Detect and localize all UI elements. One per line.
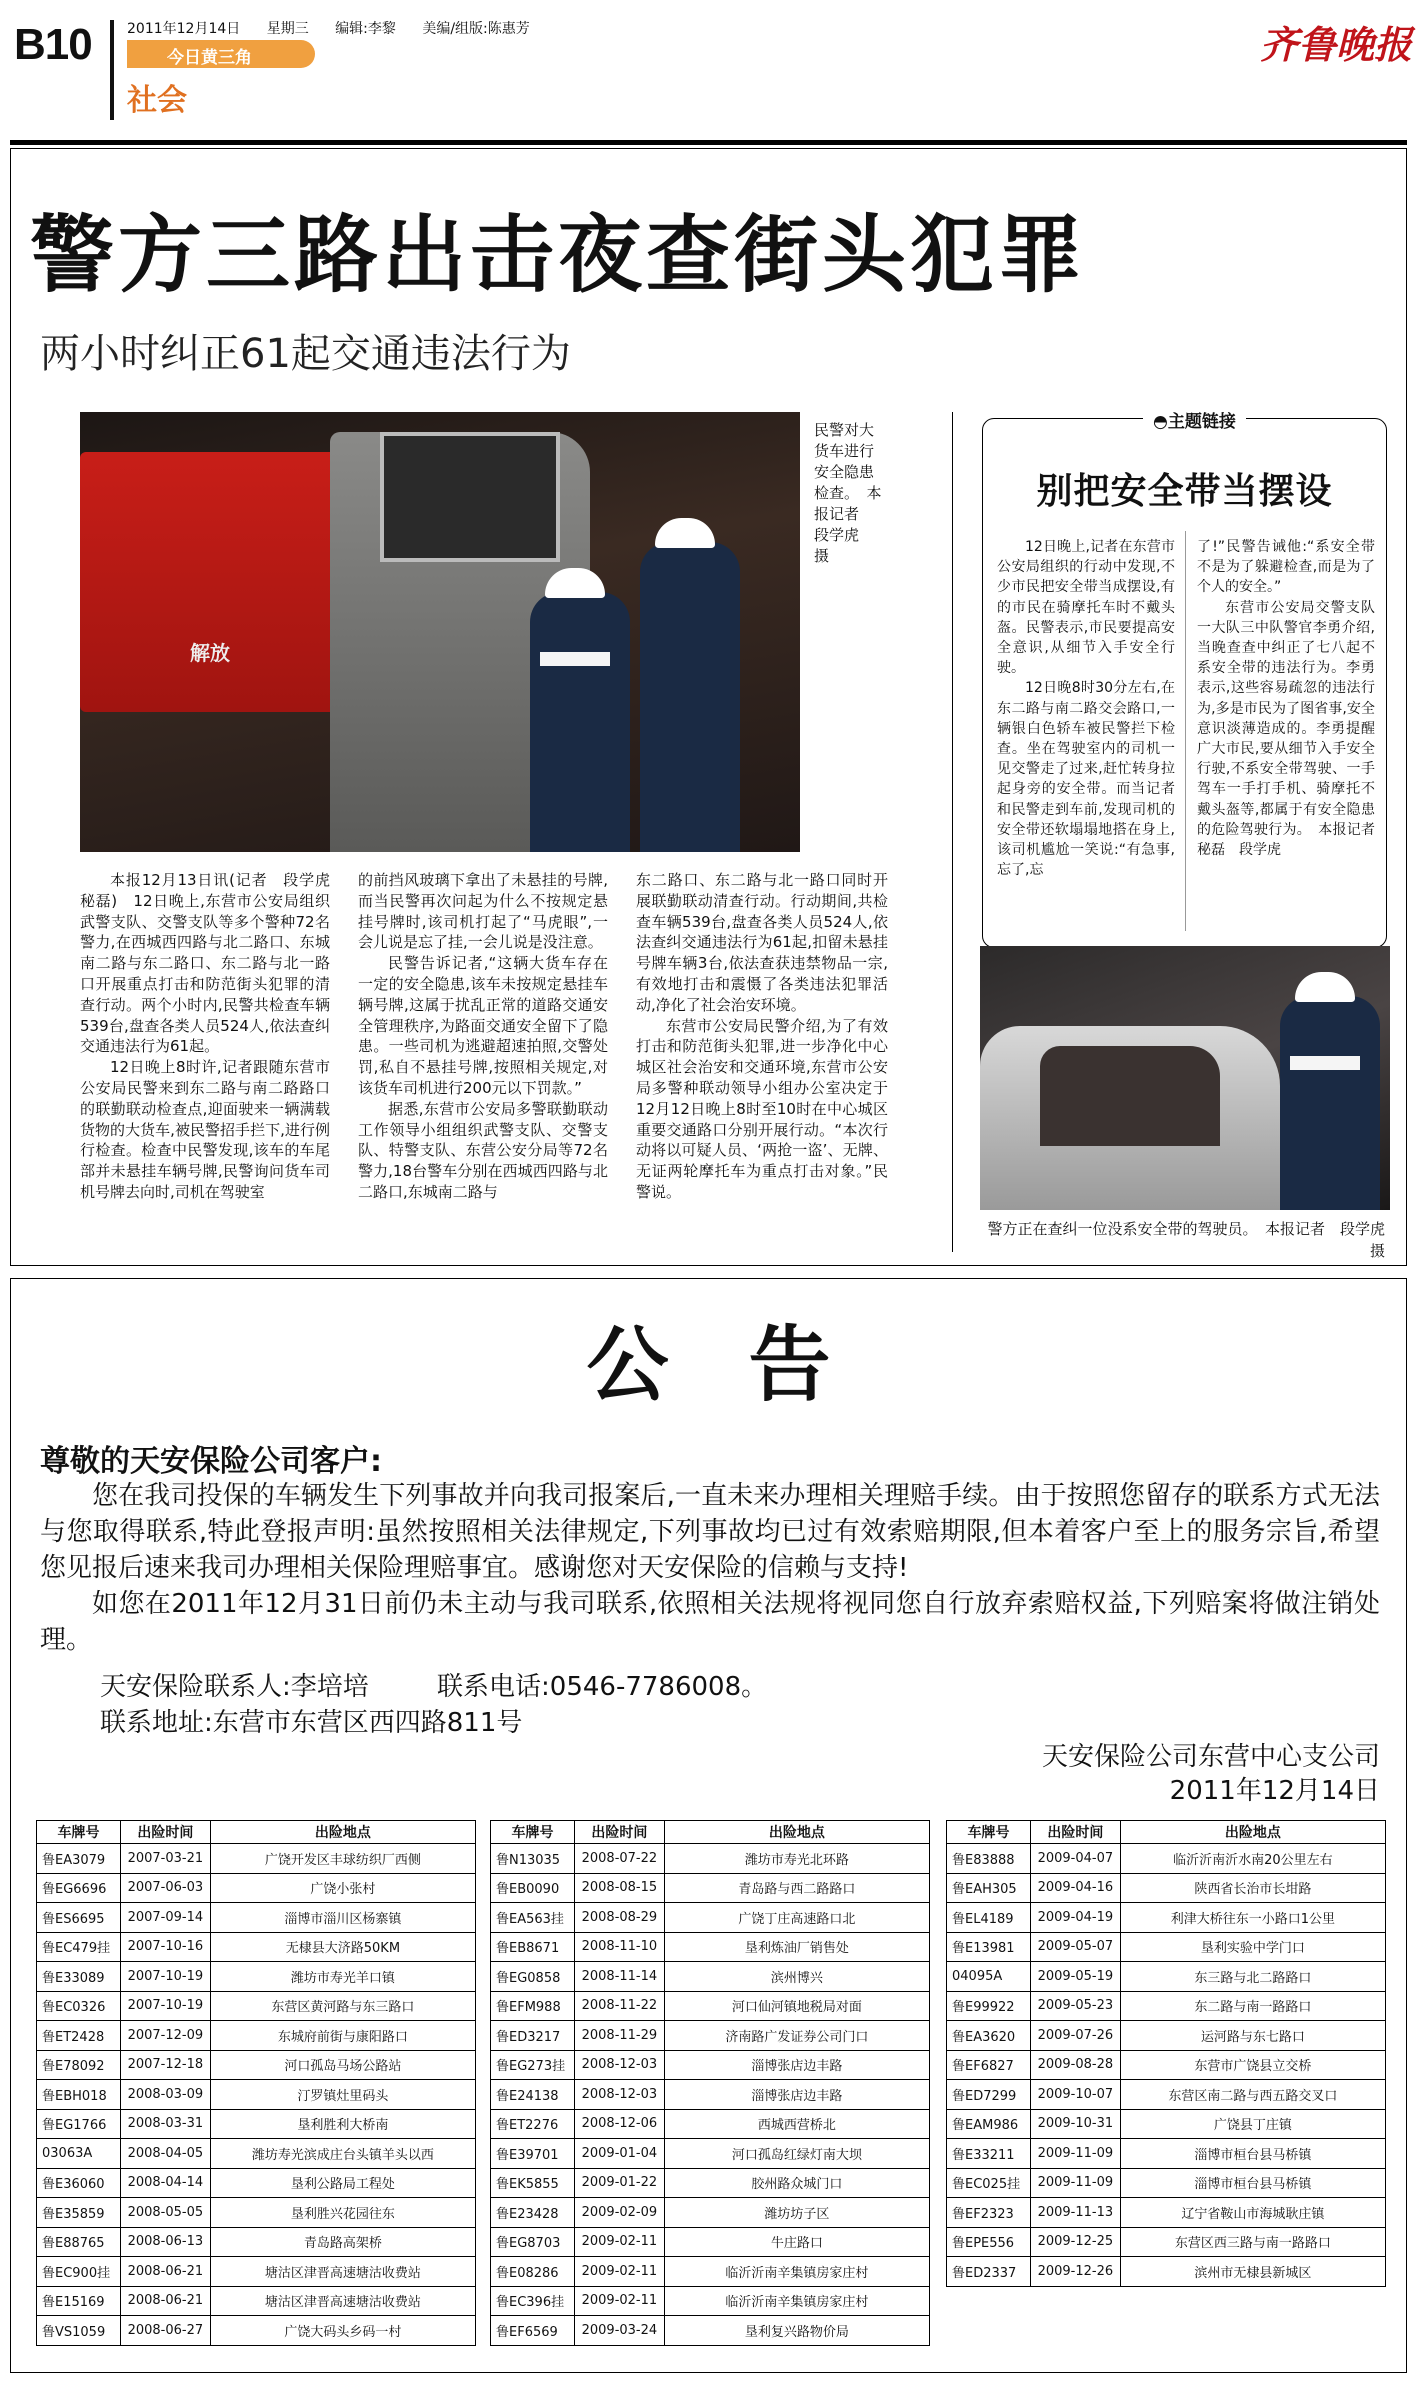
plate-cell: 鲁EK5855	[491, 2168, 575, 2198]
date-cell: 2007-10-19	[120, 1991, 210, 2021]
paragraph: 12日晚上,记者在东营市公安局组织的行动中发现,不少市民把安全带当成摆设,有的市民在骑摩托车时不戴头盔。民警表示,市民要提高安全意识,从细节入手安全行驶。	[997, 539, 1175, 677]
location-cell: 塘沽区津晋高速塘沽收费站	[210, 2257, 475, 2287]
paragraph: 东营市公安局交警支队一大队三中队警官李勇介绍,当晚查查中纠正了七八起不系安全带的违法行为。李勇表示,这些容易疏忽的违法行为,多是市民为了图省事,安全意识淡薄造成的。李勇提醒广大市民,要从细节入手安全行驶,不系安全带驾驶、一手驾车一手打手机、骑摩托不戴头盔等,都属于有安全隐患的危险驾驶行为。 本报记者 秘磊 段学虎	[1197, 599, 1389, 859]
location-cell: 利津大桥往东一小路口1公里	[1120, 1903, 1385, 1933]
contact-phone: 联系电话:0546-7786008。	[437, 1672, 768, 1702]
date-cell: 2009-11-09	[1030, 2139, 1120, 2169]
sidebar-divider	[1185, 531, 1186, 931]
date-cell: 2008-11-29	[574, 2021, 664, 2051]
officer-figure	[640, 542, 740, 852]
location-cell: 河口孤岛马场公路站	[210, 2050, 475, 2080]
date-cell: 2009-11-09	[1030, 2168, 1120, 2198]
date-cell: 2008-06-13	[120, 2227, 210, 2257]
plate-cell: 鲁EF6569	[491, 2316, 575, 2346]
location-cell: 广饶小张村	[210, 1873, 475, 1903]
column-header: 出险地点	[664, 1821, 929, 1844]
location-cell: 广饶开发区丰球纺织厂西侧	[210, 1844, 475, 1874]
date-cell: 2009-05-07	[1030, 1932, 1120, 1962]
date-cell: 2008-12-03	[574, 2080, 664, 2110]
table-row	[947, 1991, 1386, 2021]
article-column-3	[636, 870, 888, 1203]
location-cell: 垦利实验中学门口	[1120, 1932, 1385, 1962]
plate-cell: 鲁E83888	[947, 1844, 1031, 1874]
location-cell: 广饶大码头乡码一村	[210, 2316, 475, 2346]
table-row	[491, 1991, 930, 2021]
plate-cell: 鲁E36060	[37, 2168, 121, 2198]
plate-cell: 鲁EG273挂	[491, 2050, 575, 2080]
header-divider	[110, 20, 114, 120]
date-cell: 2007-12-18	[120, 2050, 210, 2080]
plate-cell: 鲁EF2323	[947, 2198, 1031, 2228]
contact-address: 联系地址:东营市东营区西四路811号	[100, 1708, 523, 1738]
plate-cell: 鲁EA3620	[947, 2021, 1031, 2051]
plate-cell: 鲁E39701	[491, 2139, 575, 2169]
plate-cell: 鲁EA3079	[37, 1844, 121, 1874]
plate-cell: 鲁ED7299	[947, 2080, 1031, 2110]
date-cell: 2009-01-04	[574, 2139, 664, 2169]
date-cell: 2008-11-14	[574, 1962, 664, 1992]
location-cell: 青岛路与西二路路口	[664, 1873, 929, 1903]
table-row	[947, 2227, 1386, 2257]
paragraph: 12日晚上8时许,记者跟随东营市公安局民警来到东二路与南二路路口的联勤联动检查点,迎面驶来一辆满载货物的大货车,被民警招手拦下,进行例行检查。检查中民警发现,该车的车尾部并未悬挂车辆号牌,民警询问货车司机号牌去向时,司机在驾驶室	[80, 1058, 330, 1201]
contact-line	[100, 1666, 767, 1703]
column-divider	[952, 412, 953, 1252]
paragraph: 的前挡风玻璃下拿出了未悬挂的号牌,而当民警再次问起为什么不按规定悬挂号牌时,该司机打起了“马虎眼”,一会儿说是忘了挂,一会儿说是没注意。	[358, 871, 608, 952]
plate-cell: 鲁N13035	[491, 1844, 575, 1874]
table-row	[37, 2198, 476, 2228]
location-cell: 胶州路众城门口	[664, 2168, 929, 2198]
truck-brand-text: 解放	[190, 641, 230, 665]
date-cell: 2008-12-03	[574, 2050, 664, 2080]
claims-table-1	[36, 1820, 476, 2346]
location-cell: 淄博市淄川区杨寨镇	[210, 1903, 475, 1933]
table-row	[37, 2257, 476, 2287]
date-cell: 2007-09-14	[120, 1903, 210, 1933]
location-cell: 东二路与南一路路口	[1120, 1991, 1385, 2021]
paragraph: 如您在2011年12月31日前仍未主动与我司联系,依照相关法规将视同您自行放弃索赔权益,下列赔案将做注销处理。	[40, 1589, 1380, 1655]
location-cell: 垦利胜兴花园往东	[210, 2198, 475, 2228]
paragraph: 本报12月13日讯(记者 段学虎 秘磊) 12日晚上,东营市公安局组织武警支队、交警支队等多个警种72名警力,在西城西四路与北二路口、东城南二路与东二路口、东二路与北一路口开展重点打击和防范街头犯罪的清查行动。两个小时内,民警共检查车辆539台,盘查各类人员524人,依法查纠交通违法行为61起。	[80, 871, 346, 1056]
location-cell: 潍坊寿光滨成庄台头镇羊头以西	[210, 2139, 475, 2169]
table-row	[947, 2139, 1386, 2169]
article-headline: 警方三路出击夜查街头犯罪	[30, 206, 1087, 304]
location-cell: 潍坊市寿光羊口镇	[210, 1962, 475, 1992]
contact-person: 天安保险联系人:李培培	[100, 1672, 369, 1702]
paragraph: 12日晚8时30分左右,在东二路与南二路交会路口,一辆银白色轿车被民警拦下检查。坐在驾驶室内的司机一见交警走了过来,赶忙转身拉起身旁的安全带。而当记者和民警走到车前,发现司机的安全带还软塌塌地搭在身上,该司机尴尬一笑说:“有急事,忘了,忘	[997, 680, 1175, 879]
table-row	[491, 2168, 930, 2198]
location-cell: 塘沽区津晋高速塘沽收费站	[210, 2286, 475, 2316]
editor-credit: 编辑:李黎	[335, 21, 396, 37]
date-cell: 2008-04-05	[120, 2139, 210, 2169]
table-row	[37, 2080, 476, 2110]
column-header: 车牌号	[947, 1821, 1031, 1844]
truck-window	[380, 432, 560, 562]
paragraph: 东营市公安局民警介绍,为了有效打击和防范街头犯罪,进一步净化中心城区社会治安和交通环境,东营市公安局多警种联动领导小组办公室决定于12月12日晚上8时至10时在中心城区重要交通路口分别开展行动。“本次行动将以可疑人员、‘两抢一盗’、无牌、无证两轮摩托车为重点打击对象。”民警说。	[636, 1016, 888, 1201]
location-cell: 济南路广发证券公司门口	[664, 2021, 929, 2051]
location-cell: 青岛路高架桥	[210, 2227, 475, 2257]
table-row	[947, 2257, 1386, 2287]
table-row	[491, 2316, 930, 2346]
claims-table-2	[490, 1820, 930, 2346]
date-cell: 2008-06-27	[120, 2316, 210, 2346]
table-row	[947, 1844, 1386, 1874]
date-cell: 2009-07-26	[1030, 2021, 1120, 2051]
table-row	[491, 1932, 930, 1962]
location-cell: 东城府前街与康阳路口	[210, 2021, 475, 2051]
plate-cell: 鲁E24138	[491, 2080, 575, 2110]
location-cell: 西城西营桥北	[664, 2109, 929, 2139]
plate-cell: 鲁E88765	[37, 2227, 121, 2257]
plate-cell: 鲁E99922	[947, 1991, 1031, 2021]
plate-cell: 鲁EAH305	[947, 1873, 1031, 1903]
location-cell: 河口仙河镇地税局对面	[664, 1991, 929, 2021]
paragraph: 您在我司投保的车辆发生下列事故并向我司报案后,一直未来办理相关理赔手续。由于按照您留存的联系方式无法与您取得联系,特此登报声明:虽然按照相关法律规定,下列事故均已过有效索赔期限,但本着客户至上的服务宗旨,希望您见报后速来我司办理相关保险理赔事宜。感谢您对天安保险的信赖与支持!	[40, 1481, 1380, 1583]
table-row	[37, 1873, 476, 1903]
paragraph: 据悉,东营市公安局多警联勤联动工作领导小组组织武警支队、交警支队、特警支队、东营公安分局等72名警力,18台警车分别在西城西四路与北二路口,东城南二路与	[358, 1099, 608, 1201]
location-cell: 牛庄路口	[664, 2227, 929, 2257]
table-row	[491, 1844, 930, 1874]
table-row	[37, 2168, 476, 2198]
plate-cell: 鲁ET2276	[491, 2109, 575, 2139]
table-row	[947, 2198, 1386, 2228]
plate-cell: 鲁EPE556	[947, 2227, 1031, 2257]
location-cell: 汀罗镇灶里码头	[210, 2080, 475, 2110]
table-row	[37, 1903, 476, 1933]
location-cell: 临沂沂南沂水南20公里左右	[1120, 1844, 1385, 1874]
date-cell: 2007-12-09	[120, 2021, 210, 2051]
location-cell: 河口孤岛红绿灯南大坝	[664, 2139, 929, 2169]
plate-cell: 鲁EA563挂	[491, 1903, 575, 1933]
topic-tag: ◓主题链接	[1143, 407, 1246, 432]
plate-cell: 鲁EG6696	[37, 1873, 121, 1903]
page-number: B10	[14, 20, 92, 69]
location-cell: 垦利公路局工程处	[210, 2168, 475, 2198]
date-cell: 2009-05-23	[1030, 1991, 1120, 2021]
plate-cell: 鲁E23428	[491, 2198, 575, 2228]
truck-inspection-photo	[80, 412, 800, 852]
issue-meta	[127, 18, 552, 38]
location-cell: 东三路与北二路路口	[1120, 1962, 1385, 1992]
table-row	[491, 2286, 930, 2316]
table-row	[37, 2286, 476, 2316]
date-cell: 2008-04-14	[120, 2168, 210, 2198]
date-cell: 2007-10-16	[120, 1932, 210, 1962]
table-row	[491, 2257, 930, 2287]
location-cell: 垦利胜利大桥南	[210, 2109, 475, 2139]
plate-cell: 鲁EBH018	[37, 2080, 121, 2110]
location-cell: 东营区西三路与南一路路口	[1120, 2227, 1385, 2257]
location-cell: 无棣县大济路50KM	[210, 1932, 475, 1962]
date-cell: 2007-10-19	[120, 1962, 210, 1992]
date-cell: 2007-06-03	[120, 1873, 210, 1903]
column-header: 出险地点	[210, 1821, 475, 1844]
date-cell: 2008-08-15	[574, 1873, 664, 1903]
location-cell: 淄博张店边丰路	[664, 2050, 929, 2080]
table-row	[491, 2080, 930, 2110]
plate-cell: 鲁E08286	[491, 2257, 575, 2287]
location-cell: 陕西省长治市长坩路	[1120, 1873, 1385, 1903]
table-row	[491, 2227, 930, 2257]
location-cell: 淄博市桓台县马桥镇	[1120, 2168, 1385, 2198]
car-body	[980, 1026, 1280, 1210]
table-row	[947, 2080, 1386, 2110]
location-cell: 淄博张店边丰路	[664, 2080, 929, 2110]
table-row	[947, 2050, 1386, 2080]
article-subhead: 两小时纠正61起交通违法行为	[40, 331, 571, 377]
table-row	[491, 1962, 930, 1992]
date-cell: 2007-03-21	[120, 1844, 210, 1874]
column-header: 车牌号	[491, 1821, 575, 1844]
plate-cell: 鲁E13981	[947, 1932, 1031, 1962]
date-cell: 2009-03-24	[574, 2316, 664, 2346]
date-cell: 2008-05-05	[120, 2198, 210, 2228]
plate-cell: 鲁E33211	[947, 2139, 1031, 2169]
location-cell: 广饶丁庄高速路口北	[664, 1903, 929, 1933]
officer-figure	[530, 592, 630, 852]
table-row	[37, 1991, 476, 2021]
plate-cell: 鲁EC025挂	[947, 2168, 1031, 2198]
date-cell: 2009-02-11	[574, 2257, 664, 2287]
plate-cell: 鲁VS1059	[37, 2316, 121, 2346]
plate-cell: 鲁EB0090	[491, 1873, 575, 1903]
table-row	[491, 2050, 930, 2080]
column-tag: 今日黄三角	[127, 40, 315, 68]
notice-body	[40, 1478, 1380, 1658]
section-title: 社会	[127, 83, 187, 118]
location-cell: 临沂沂南辛集镇房家庄村	[664, 2286, 929, 2316]
officer-figure	[1280, 996, 1380, 1210]
plate-cell: 鲁EB8671	[491, 1932, 575, 1962]
sidebar-column-1	[997, 537, 1175, 880]
plate-cell: 鲁EFM988	[491, 1991, 575, 2021]
plate-cell: 鲁E15169	[37, 2286, 121, 2316]
article-column-1	[80, 870, 346, 1203]
location-cell: 广饶县丁庄镇	[1120, 2109, 1385, 2139]
date-cell: 2008-06-21	[120, 2286, 210, 2316]
date-cell: 2009-10-31	[1030, 2109, 1120, 2139]
location-cell: 垦利复兴路物价局	[664, 2316, 929, 2346]
location-cell: 潍坊市寿光北环路	[664, 1844, 929, 1874]
table-row	[37, 2021, 476, 2051]
plate-cell: 04095A	[947, 1962, 1031, 1992]
table-row	[37, 1962, 476, 1992]
design-credit: 美编/组版:陈惠芳	[422, 21, 530, 37]
table-row	[947, 2168, 1386, 2198]
date-cell: 2009-12-26	[1030, 2257, 1120, 2287]
issue-weekday: 星期三	[266, 21, 309, 37]
table-header-row	[37, 1821, 476, 1844]
location-cell: 东营区南二路与西五路交叉口	[1120, 2080, 1385, 2110]
plate-cell: 鲁EG8703	[491, 2227, 575, 2257]
table-row	[37, 2227, 476, 2257]
table-row	[491, 1873, 930, 1903]
newspaper-logo: 齐鲁晚报	[1260, 22, 1413, 67]
date-cell: 2009-11-13	[1030, 2198, 1120, 2228]
date-cell: 2009-08-28	[1030, 2050, 1120, 2080]
header-rule	[10, 140, 1407, 145]
table-header-row	[947, 1821, 1386, 1844]
plate-cell: 鲁EG0858	[491, 1962, 575, 1992]
date-cell: 2008-03-31	[120, 2109, 210, 2139]
date-cell: 2009-10-07	[1030, 2080, 1120, 2110]
table-row	[947, 1873, 1386, 1903]
location-cell: 临沂沂南辛集镇房家庄村	[664, 2257, 929, 2287]
plate-cell: 鲁EC900挂	[37, 2257, 121, 2287]
plate-cell: 鲁EC479挂	[37, 1932, 121, 1962]
plate-cell: 鲁E35859	[37, 2198, 121, 2228]
date-cell: 2009-02-11	[574, 2227, 664, 2257]
plate-cell: 鲁EC0326	[37, 1991, 121, 2021]
column-header: 出险时间	[1030, 1821, 1120, 1844]
location-cell: 垦利炼油厂销售处	[664, 1932, 929, 1962]
table-row	[37, 1844, 476, 1874]
table-row	[947, 1962, 1386, 1992]
table-row	[947, 1932, 1386, 1962]
location-cell: 滨州博兴	[664, 1962, 929, 1992]
date-cell: 2008-12-06	[574, 2109, 664, 2139]
plate-cell: 鲁E78092	[37, 2050, 121, 2080]
date-cell: 2009-04-19	[1030, 1903, 1120, 1933]
table-row	[947, 2109, 1386, 2139]
location-cell: 辽宁省鞍山市海城耿庄镇	[1120, 2198, 1385, 2228]
table-row	[37, 2050, 476, 2080]
sign-date: 2011年12月14日	[1169, 1776, 1380, 1806]
table-row	[491, 1903, 930, 1933]
plate-cell: 鲁ES6695	[37, 1903, 121, 1933]
related-topic-box	[982, 412, 1389, 948]
notice-greeting: 尊敬的天安保险公司客户:	[40, 1444, 382, 1479]
date-cell: 2009-04-07	[1030, 1844, 1120, 1874]
plate-cell: 鲁E33089	[37, 1962, 121, 1992]
date-cell: 2009-12-25	[1030, 2227, 1120, 2257]
date-cell: 2008-06-21	[120, 2257, 210, 2287]
column-header: 出险时间	[120, 1821, 210, 1844]
paragraph: 民警告诉记者,“这辆大货车存在一定的安全隐患,该车未按规定悬挂车辆号牌,这属于扰乱正常的道路交通安全管理秩序,为路面交通安全留下了隐患。一些司机为逃避超速拍照,交警处罚,私自不悬挂号牌,按照相关规定,对该货车司机进行200元以下罚款。”	[358, 954, 608, 1097]
column-header: 车牌号	[37, 1821, 121, 1844]
table-header-row	[491, 1821, 930, 1844]
table-row	[491, 2109, 930, 2139]
location-cell: 运河路与东七路口	[1120, 2021, 1385, 2051]
column-header: 出险时间	[574, 1821, 664, 1844]
plate-cell: 鲁EAM986	[947, 2109, 1031, 2139]
table-row	[491, 2198, 930, 2228]
date-cell: 2009-02-11	[574, 2286, 664, 2316]
signer: 天安保险公司东营中心支公司	[1041, 1742, 1380, 1772]
table-row	[37, 2109, 476, 2139]
date-cell: 2008-03-09	[120, 2080, 210, 2110]
date-cell: 2009-05-19	[1030, 1962, 1120, 1992]
date-cell: 2009-04-16	[1030, 1873, 1120, 1903]
table-row	[947, 2021, 1386, 2051]
photo2-caption: 警方正在查纠一位没系安全带的驾驶员。 本报记者 段学虎 摄	[987, 1220, 1401, 1260]
date-cell: 2008-08-29	[574, 1903, 664, 1933]
notice-signature	[860, 1740, 1380, 1808]
table-row	[491, 2139, 930, 2169]
claims-table-3	[946, 1820, 1386, 2287]
location-cell: 东营区黄河路与东三路口	[210, 1991, 475, 2021]
photo1-caption: 民警对大货车进行安全隐患检查。 本报记者 段学虎 摄	[814, 421, 882, 565]
sidebar-title: 别把安全带当摆设	[1036, 471, 1333, 512]
table-row	[37, 1932, 476, 1962]
date-cell: 2009-01-22	[574, 2168, 664, 2198]
sidebar-column-2	[1197, 537, 1389, 860]
date-cell: 2008-07-22	[574, 1844, 664, 1874]
table-row	[491, 2021, 930, 2051]
location-cell: 潍坊坊子区	[664, 2198, 929, 2228]
seatbelt-check-photo	[980, 946, 1390, 1210]
table-row	[37, 2139, 476, 2169]
article-column-2	[358, 870, 608, 1203]
location-cell: 东营市广饶县立交桥	[1120, 2050, 1385, 2080]
date-cell: 2008-11-10	[574, 1932, 664, 1962]
issue-date: 2011年12月14日	[127, 21, 241, 37]
location-cell: 淄博市桓台县马桥镇	[1120, 2139, 1385, 2169]
plate-cell: 鲁ET2428	[37, 2021, 121, 2051]
plate-cell: 鲁EF6827	[947, 2050, 1031, 2080]
date-cell: 2009-02-09	[574, 2198, 664, 2228]
plate-cell: 鲁EC396挂	[491, 2286, 575, 2316]
plate-cell: 03063A	[37, 2139, 121, 2169]
plate-cell: 鲁EL4189	[947, 1903, 1031, 1933]
table-row	[947, 1903, 1386, 1933]
paragraph: 东二路口、东二路与北一路口同时开展联勤联动清查行动。行动期间,共检查车辆539台,盘查各类人员524人,依法查纠交通违法行为61起,扣留未悬挂号牌车辆3台,依法查获违禁物品一宗,有效地打击和震慑了各类违法犯罪活动,净化了社会治安环境。	[636, 871, 888, 1014]
notice-title: 公告	[586, 1318, 911, 1413]
plate-cell: 鲁ED3217	[491, 2021, 575, 2051]
column-header: 出险地点	[1120, 1821, 1385, 1844]
paragraph: 了!”民警告诫他:“系安全带不是为了躲避检查,而是为了个人的安全。”	[1197, 539, 1375, 596]
date-cell: 2008-11-22	[574, 1991, 664, 2021]
location-cell: 滨州市无棣县新城区	[1120, 2257, 1385, 2287]
table-row	[37, 2316, 476, 2346]
plate-cell: 鲁ED2337	[947, 2257, 1031, 2287]
plate-cell: 鲁EG1766	[37, 2109, 121, 2139]
